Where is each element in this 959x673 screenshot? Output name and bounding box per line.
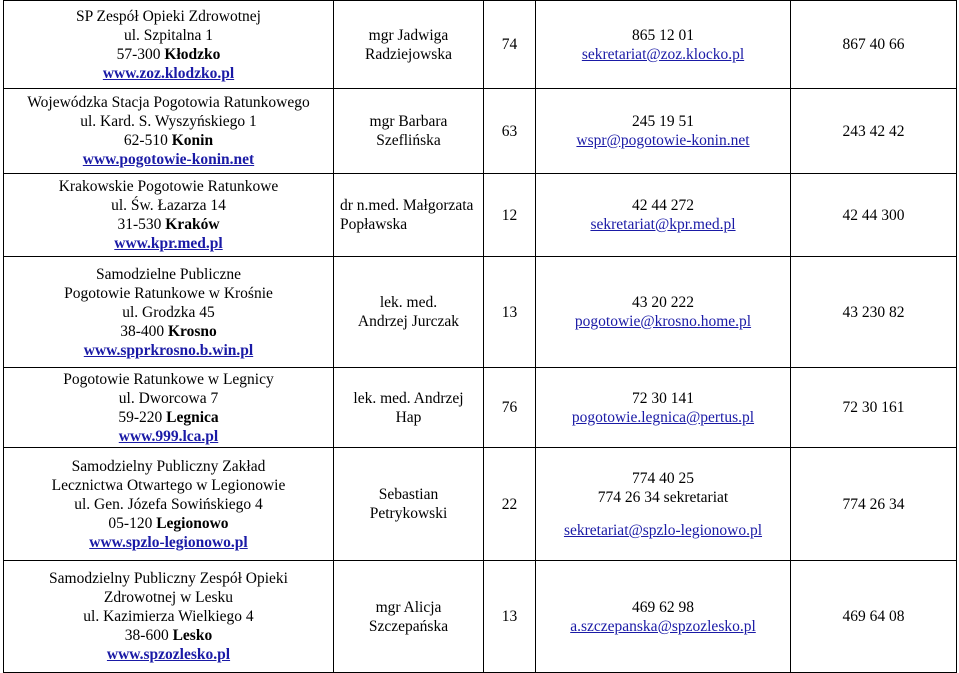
director-cell: [334, 89, 484, 174]
institution-postal-line: [6, 131, 331, 150]
institution-cell: [4, 561, 334, 673]
table-row: [4, 561, 957, 673]
email-link[interactable]: sekretariat@kpr.med.pl: [590, 216, 736, 233]
email-link[interactable]: pogotowie@krosno.home.pl: [574, 313, 752, 330]
institution-cell: [4, 368, 334, 448]
phone-email-cell: [536, 448, 791, 561]
institution-postcode: 59-220: [118, 408, 163, 426]
director-cell: [334, 174, 484, 257]
director-name: lek. med. Andrzej: [353, 389, 464, 407]
institution-postcode: 57-300: [116, 45, 161, 63]
institution-cell: [4, 174, 334, 257]
institution-name: Krakowskie Pogotowie Ratunkowe: [58, 178, 279, 195]
institution-name: Lecznictwa Otwartego w Legionowie: [51, 476, 286, 494]
institution-city: Krosno: [167, 322, 217, 340]
director-cell: [334, 1, 484, 89]
director-name: mgr Barbara: [369, 113, 448, 130]
institution-website-link[interactable]: www.spzlo-legionowo.pl: [89, 533, 248, 551]
institution-name: Pogotowie Ratunkowe w Legnicy: [63, 370, 274, 388]
director-cell: [334, 257, 484, 368]
contacts-table-body: [4, 1, 957, 673]
institution-postcode: 62-510: [123, 132, 168, 149]
institution-street: ul. Gen. Józefa Sowińskiego 4: [74, 495, 263, 513]
phone-email-cell: [536, 561, 791, 673]
institution-postal-line: [6, 408, 331, 427]
institution-name: Pogotowie Ratunkowe w Krośnie: [64, 284, 273, 302]
fax-cell: 42 44 300: [791, 174, 957, 257]
email-link[interactable]: wspr@pogotowie-konin.net: [576, 132, 750, 149]
phone-email-cell: [536, 174, 791, 257]
fax-cell: 867 40 66: [791, 1, 957, 89]
area-code-cell: 22: [484, 448, 536, 561]
institution-postcode: 31-530: [117, 216, 162, 233]
director-name: Andrzej Jurczak: [357, 313, 460, 330]
institution-name: Samodzielny Publiczny Zakład: [71, 457, 266, 475]
institution-city: Lesko: [172, 627, 213, 644]
director-name: dr n.med. Małgorzata: [340, 197, 474, 214]
director-name: Sebastian: [378, 486, 439, 503]
director-cell: [334, 448, 484, 561]
institution-postal-line: [6, 322, 331, 341]
institution-city: Legionowo: [156, 514, 229, 532]
area-code-cell: 12: [484, 174, 536, 257]
fax-cell: 243 42 42: [791, 89, 957, 174]
institution-city: Kraków: [165, 216, 220, 233]
email-link[interactable]: a.szczepanska@spzozlesko.pl: [570, 617, 756, 635]
institution-street: ul. Św. Łazarza 14: [111, 197, 226, 214]
table-row: [4, 89, 957, 174]
director-name: Szczepańska: [368, 617, 449, 635]
fax-cell: 43 230 82: [791, 257, 957, 368]
institution-postcode: 38-600: [124, 627, 169, 644]
director-cell: [334, 561, 484, 673]
area-code-cell: 76: [484, 368, 536, 448]
director-name: Szeflińska: [376, 132, 441, 149]
table-row: [4, 174, 957, 257]
institution-cell: [4, 257, 334, 368]
table-row: [4, 257, 957, 368]
institution-postal-line: [6, 514, 331, 533]
institution-city: Konin: [171, 132, 214, 149]
institution-website-link[interactable]: www.zoz.klodzko.pl: [102, 64, 235, 82]
phone-number: 43 20 222: [632, 294, 694, 311]
phone-number: 72 30 141: [632, 389, 694, 407]
institution-postal-line: [6, 45, 331, 64]
area-code-cell: 13: [484, 561, 536, 673]
area-code-cell: 13: [484, 257, 536, 368]
table-row: [4, 368, 957, 448]
institution-city: Kłodzko: [164, 45, 221, 63]
phone-email-cell: [536, 89, 791, 174]
institution-postal-line: [6, 215, 331, 234]
director-name: Radziejowska: [365, 45, 452, 63]
email-link[interactable]: pogotowie.legnica@pertus.pl: [571, 408, 755, 426]
phone-number: 774 26 34 sekretariat: [597, 488, 729, 506]
institution-website-link[interactable]: www.pogotowie-konin.net: [82, 151, 255, 168]
director-name: Hap: [395, 408, 422, 426]
institution-city: Legnica: [166, 408, 219, 426]
phone-number: 42 44 272: [632, 197, 694, 214]
institution-cell: [4, 89, 334, 174]
institution-name: Samodzielny Publiczny Zespół Opieki: [49, 570, 288, 587]
institution-name: Samodzielne Publiczne: [95, 265, 242, 283]
institution-postal-line: [6, 626, 331, 645]
institution-street: ul. Kard. S. Wyszyńskiego 1: [80, 113, 257, 130]
email-link[interactable]: sekretariat@spzlo-legionowo.pl: [563, 521, 763, 539]
phone-email-cell: [536, 1, 791, 89]
area-code-cell: 63: [484, 89, 536, 174]
institution-website-link[interactable]: www.spzozlesko.pl: [106, 646, 231, 663]
institution-website-link[interactable]: www.999.lca.pl: [118, 427, 219, 445]
institution-name: SP Zespół Opieki Zdrowotnej: [76, 7, 261, 25]
phone-number: 774 40 25: [632, 469, 694, 487]
director-name: mgr Jadwiga: [368, 26, 449, 44]
institution-postcode: 38-400: [120, 322, 165, 340]
director-name: lek. med.: [379, 294, 438, 311]
phone-email-cell: [536, 257, 791, 368]
table-row: [4, 448, 957, 561]
fax-cell: 469 64 08: [791, 561, 957, 673]
phone-number: 865 12 01: [632, 26, 694, 44]
phone-email-cell: [536, 368, 791, 448]
phone-number: 245 19 51: [632, 113, 694, 130]
fax-cell: 72 30 161: [791, 368, 957, 448]
institution-website-link[interactable]: www.kpr.med.pl: [114, 235, 223, 252]
director-name: Petrykowski: [369, 505, 448, 522]
director-cell: [334, 368, 484, 448]
email-link[interactable]: sekretariat@zoz.klocko.pl: [581, 45, 745, 63]
institution-postcode: 05-120: [108, 514, 153, 532]
fax-cell: 774 26 34: [791, 448, 957, 561]
institution-name: Zdrowotnej w Lesku: [103, 589, 234, 606]
director-name: mgr Alicja: [375, 598, 442, 616]
institution-website-link[interactable]: www.spprkrosno.b.win.pl: [83, 341, 254, 359]
institution-street: ul. Dworcowa 7: [118, 389, 219, 407]
table-row: [4, 1, 957, 89]
institution-name: Wojewódzka Stacja Pogotowia Ratunkowego: [27, 94, 310, 111]
contacts-table: [3, 0, 957, 673]
institution-street: ul. Szpitalna 1: [123, 26, 214, 44]
institution-street: ul. Kazimierza Wielkiego 4: [83, 608, 254, 625]
institution-street: ul. Grodzka 45: [122, 303, 215, 321]
institution-cell: [4, 448, 334, 561]
director-name: Popławska: [340, 216, 408, 233]
spacer: [538, 507, 788, 521]
area-code-cell: 74: [484, 1, 536, 89]
institution-cell: [4, 1, 334, 89]
phone-number: 469 62 98: [632, 598, 694, 616]
